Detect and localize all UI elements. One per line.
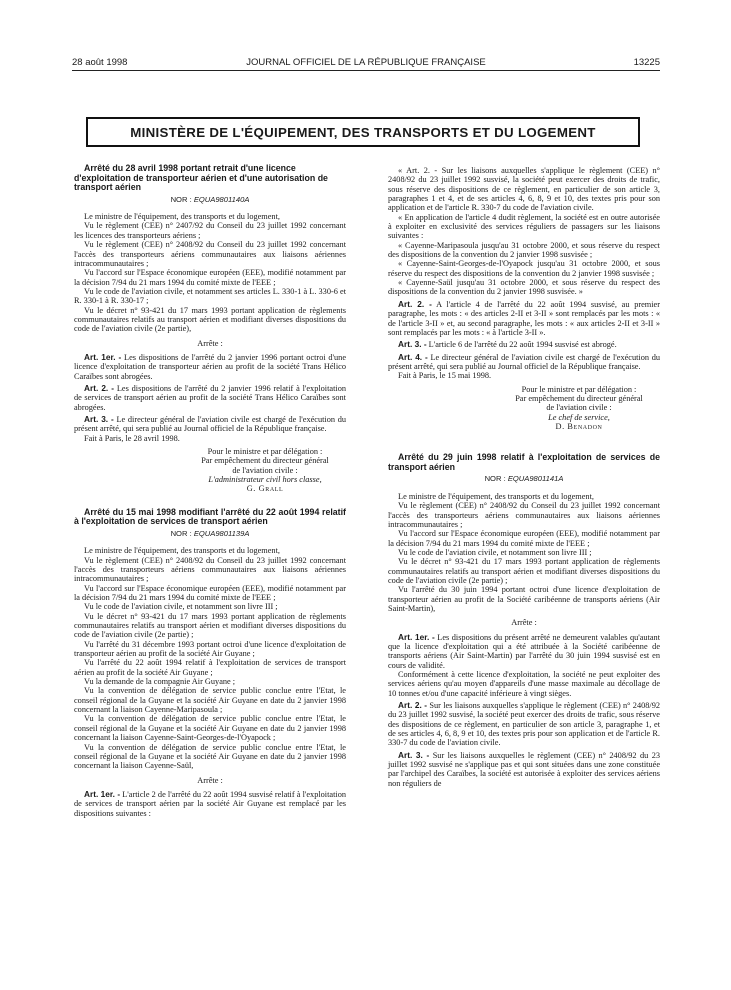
article-label: Art. 4. - — [398, 351, 428, 362]
signature-line: de l'aviation civile : — [546, 403, 612, 413]
signatory-name: D. Benadon — [555, 421, 603, 431]
decree-2-para: Le ministre de l'équipement, des transports et du logement, — [84, 546, 280, 556]
article-text: Sur les liaisons auxquelles le règlement (CEE) n° 2408/92 du 23 juillet 1992 susvisé ne s'applique pas et qui sont situées dans une zone constituée par l'archipel des Caraïbes, la société est autorisée à exploiter des services aériens non réguliers de — [388, 750, 660, 788]
article-label: Art. 3. - — [398, 339, 427, 350]
article-label: Art. 3. - — [398, 749, 430, 760]
decree-2-nor-label: NOR : — [170, 528, 192, 538]
decree-1-title: Arrêté du 28 avril 1998 portant retrait d'une licence d'exploitation de transporteur aérien et d'une autorisation de transport aérien — [74, 163, 328, 193]
decree-2-quoted-para: « En application de l'article 4 dudit règlement, la société est en outre autorisée à exploiter en exclusivité des services réguliers de passagers sur les liaisons suivantes : — [388, 212, 660, 241]
decree-2-title: Arrêté du 15 mai 1998 modifiant l'arrêté du 22 août 1994 relatif à l'exploitation de services de transport aérien — [74, 506, 346, 527]
decree-1-article-2 — [74, 384, 346, 412]
right-column — [388, 166, 660, 788]
decree-2-article-2 — [388, 300, 660, 337]
decree-1-arrete: Arrête : — [197, 338, 223, 348]
header-journal-title: JOURNAL OFFICIEL DE LA RÉPUBLIQUE FRANÇAISE — [246, 57, 486, 68]
decree-2-para: Vu l'arrêté du 31 décembre 1993 portant octroi d'une licence d'exploitation de transporteur aérien au profit de la société Air Guyane ; — [74, 639, 346, 659]
decree-3-para: Vu le code de l'aviation civile, et notamment son livre III ; — [398, 547, 592, 557]
decree-2-place-date: Fait à Paris, le 15 mai 1998. — [398, 371, 492, 381]
decree-2-quoted-para: « Cayenne-Saül jusqu'au 31 octobre 2000, et sous réserve du respect des dispositions de la convention du 2 janvier 1998 susvisée. » — [388, 278, 660, 297]
decree-2-quoted-para: « Cayenne-Maripasoula jusqu'au 31 octobre 2000, et sous réserve du respect des dispositions de la convention du 2 janvier 1998 susvisée ; — [388, 240, 660, 260]
decree-1-signature — [74, 447, 346, 494]
signature-line: Pour le ministre et par délégation : — [207, 447, 323, 457]
signature-line: Pour le ministre et par délégation : — [521, 384, 637, 394]
decree-3-arrete: Arrête : — [511, 618, 537, 628]
header-date: 28 août 1998 — [72, 57, 128, 68]
article-text: Les dispositions du présent arrêté ne demeurent valables qu'autant que la licence d'exploitation qui a été attribuée à la Société caribéenne de transports aériens (Air Saint-Martin) par l'arrêté du 30 juin 1994 susvisé est en cours de validité. — [388, 632, 661, 670]
decree-2-quoted-para: « Cayenne-Saint-Georges-de-l'Oyapock jusqu'au 31 octobre 2000, et sous réserve du respect des dispositions de la convention du 2 janvier 1998 susvisée ; — [388, 259, 660, 278]
decree-3-title: Arrêté du 29 juin 1998 relatif à l'exploitation de services de transport aérien — [388, 452, 660, 472]
left-column — [74, 164, 346, 818]
decree-2-para: Vu la convention de délégation de service public conclue entre l'Etat, le conseil régional de la Guyane et la société Air Guyane en date du 2 janvier 1998 concernant la liaison Cayenne-Saül, — [74, 742, 346, 771]
decree-1-para: Vu l'accord sur l'Espace économique européen (EEE), modifié notamment par la décision 7/94 du 21 mars 1994 du comité mixte de l'EEE ; — [74, 268, 346, 287]
decree-1-para: Vu le code de l'aviation civile, et notamment ses articles L. 330-1 à L. 330-6 et R. 330-1 à R. 330-17 ; — [74, 286, 346, 306]
decree-2-para: Vu le décret n° 93-421 du 17 mars 1993 portant application de règlements communautaires relatifs au transport aérien et modifiant diverses dispositions du code de l'aviation civile (2e partie) ; — [74, 611, 346, 640]
decree-3-para: Vu l'accord sur l'Espace économique européen (EEE), modifié notamment par la décision 7/94 du 21 mars 1994 du comité mixte de l'EEE ; — [388, 529, 660, 548]
decree-3 — [388, 453, 660, 788]
decree-2-para: Vu le règlement (CEE) n° 2408/92 du Conseil du 23 juillet 1992 concernant l'accès des transporteurs aériens communautaires aux liaisons aériennes intracommunautaires ; — [74, 555, 346, 584]
decree-3-article-1 — [388, 633, 660, 670]
decree-3-para: Le ministre de l'équipement, des transports et du logement, — [398, 491, 594, 501]
decree-3-nor-code: EQUA9801141A — [507, 474, 564, 484]
article-text: A l'article 4 de l'arrêté du 22 août 1994 susvisé, au premier paragraphe, les mots : « des articles 2-II et 3-II » sont remplacés par les mots : « de l'article 3-II » et, au second paragraphe, les mots : « aux articles 2-II et 3-II » sont remplacés par les mots : « à l'article 3-II ». — [388, 299, 660, 337]
decree-2-para: Vu la demande de la compagnie Air Guyane ; — [84, 677, 236, 687]
decree-2-para: Vu la convention de délégation de service public conclue entre l'Etat, le conseil régional de la Guyane et la société Air Guyane en date du 2 janvier 1998 concernant la liaison Cayenne-Maripasoula ; — [74, 686, 346, 715]
signature-title: L'administrateur civil hors classe, — [208, 475, 322, 485]
article-label: Art. 2. - — [398, 298, 432, 309]
article-text: L'article 6 de l'arrêté du 22 août 1994 susvisé est abrogé. — [428, 340, 617, 350]
decree-1-para: Vu le décret n° 93-421 du 17 mars 1993 portant application de règlements communautaires relatifs au transport aérien et modifiant diverses dispositions du code de l'aviation civile (2e partie), — [74, 305, 346, 334]
decree-1-article-1 — [74, 353, 346, 381]
decree-3-article-3 — [388, 751, 660, 788]
article-text: Sur les liaisons auxquelles s'applique le règlement (CEE) n° 2408/92 du 23 juillet 1992 susvisé, la société peut exercer des droits de trafic, sous réserve des dispositions de ce règlement, en particulier de son article 3, paragraphe 1, et de ses articles 4, 6, 8, 9 et 10, des textes pris pour son application et de l'article R. 330-7 du code de l'aviation civile. — [388, 701, 660, 748]
decree-3-nor-label: NOR : — [484, 474, 506, 484]
signatory-name: G. Grall — [246, 484, 284, 494]
decree-1-para: Vu le règlement (CEE) n° 2408/92 du Conseil du 23 juillet 1992 concernant l'accès des transporteurs aériens communautaires aux liaisons aériennes intracommunautaires ; — [74, 240, 346, 268]
article-text: Les dispositions de l'arrêté du 2 janvier 1996 relatif à l'exploitation de services de transport aérien au profit de la société Trans Hélico Caraïbes sont abrogées. — [74, 383, 346, 412]
ministry-title: MINISTÈRE DE L'ÉQUIPEMENT, DES TRANSPORTS ET DU LOGEMENT — [130, 124, 596, 140]
decree-2-nor-code: EQUA9801139A — [193, 528, 250, 538]
article-text: Le directeur général de l'aviation civile est chargé de l'exécution du présent arrêté, qui sera publié au Journal officiel de la République française. — [74, 415, 346, 434]
decree-3-para: Vu le règlement (CEE) n° 2408/92 du Conseil du 23 juillet 1992 concernant l'accès des transporteurs aériens communautaires aux liaisons aériennes intracommunautaires ; — [388, 501, 660, 529]
signature-line: de l'aviation civile : — [232, 465, 298, 475]
decree-2-article-4 — [388, 353, 660, 372]
decree-3-para: Vu l'arrêté du 30 juin 1994 portant octroi d'une licence d'exploitation de transporteur aérien au profit de la Société caribéenne de transports aériens (Air Saint-Martin), — [388, 585, 660, 613]
decree-2-para: Vu l'accord sur l'Espace économique européen (EEE), modifié notamment par la décision 7/94 du 21 mars 1994 du comité mixte de l'EEE ; — [74, 583, 346, 602]
decree-3-para: Vu le décret n° 93-421 du 17 mars 1993 portant application de règlements communautaires relatifs au transport aérien et modifiant diverses dispositions du code de l'aviation civile (2e partie) ; — [388, 557, 660, 585]
signature-line: Par empêchement du directeur général — [201, 456, 329, 466]
decree-2-article-3 — [388, 340, 660, 349]
article-text: Le directeur général de l'aviation civile est chargé de l'exécution du présent arrêté, qui sera publié au Journal officiel de la République française. — [388, 352, 660, 371]
decree-2-nor — [74, 529, 346, 538]
article-label: Art. 2. - — [398, 700, 428, 711]
article-text: L'article 2 de l'arrêté du 22 août 1994 susvisé relatif à l'exploitation de services de transport aérien par la société Air Guyane est remplacé par les dispositions suivantes : — [74, 789, 347, 818]
decree-1-nor — [74, 195, 346, 204]
decree-2-article-1 — [74, 790, 346, 818]
decree-3-para: Conformément à cette licence d'exploitation, la société ne peut exploiter des services aériens qu'au moyen d'appareils d'une masse maximale au décollage de 10 tonnes et/ou d'une capacité inférieure à vingt sièges. — [388, 670, 660, 698]
decree-1-article-3 — [74, 415, 346, 434]
ministry-banner — [86, 117, 640, 147]
decree-2-para: Vu le code de l'aviation civile, et notamment son livre III ; — [84, 602, 278, 612]
decree-2-signature — [388, 385, 660, 432]
decree-2-para: Vu l'arrêté du 22 août 1994 relatif à l'exploitation de services de transport aérien au profit de la société Air Guyane ; — [74, 658, 346, 677]
header-rule — [72, 70, 660, 71]
header-page-number: 13225 — [633, 57, 660, 68]
signature-title: Le chef de service, — [548, 412, 610, 422]
article-text: Les dispositions de l'arrêté du 2 janvier 1996 portant octroi d'une licence d'exploitation de transporteur aérien au profit de la société Trans Hélico Caraïbes sont abrogées. — [74, 352, 346, 381]
decree-1-nor-code: EQUA9801140A — [193, 194, 250, 204]
article-label: Art. 1er. - — [84, 351, 122, 362]
decree-1-para: Le ministre de l'équipement, des transports et du logement, — [84, 212, 280, 222]
article-label: Art. 3. - — [84, 414, 114, 424]
decree-1-place-date: Fait à Paris, le 28 avril 1998. — [84, 433, 180, 443]
article-label: Art. 1er. - — [398, 631, 435, 642]
decree-1 — [74, 164, 346, 494]
signature-line: Par empêchement du directeur général — [515, 393, 643, 403]
decree-1-nor-label: NOR : — [170, 194, 192, 204]
running-header — [72, 57, 660, 71]
decree-2-arrete: Arrête : — [197, 775, 223, 785]
decree-3-article-2 — [388, 701, 660, 748]
decree-3-nor — [388, 474, 660, 483]
article-label: Art. 2. - — [84, 382, 115, 393]
decree-1-para: Vu le règlement (CEE) n° 2407/92 du Conseil du 23 juillet 1992 concernant les licences des transporteurs aériens ; — [74, 221, 346, 240]
decree-2-para: Vu la convention de délégation de service public conclue entre l'Etat, le conseil régional de la Guyane et la société Air Guyane en date du 2 janvier 1998 concernant la liaison Cayenne-Saint-Georges-de-l'Oyapock ; — [74, 714, 346, 743]
article-label: Art. 1er. - — [84, 788, 121, 799]
decree-2 — [74, 508, 346, 818]
decree-2-quoted-para: « Art. 2. - Sur les liaisons auxquelles s'applique le règlement (CEE) n° 2408/92 du 23 juillet 1992 susvisé, la société peut exercer des droits de trafic, sous réserve des dispositions de ce règlement, en particulier de son article 3, paragraphes 1 et 4, et de ses articles 4, 6, 8, 9 et 10, des textes pris pour son application et de l'article R. 330-7 du code de l'aviation civile. — [388, 166, 660, 213]
